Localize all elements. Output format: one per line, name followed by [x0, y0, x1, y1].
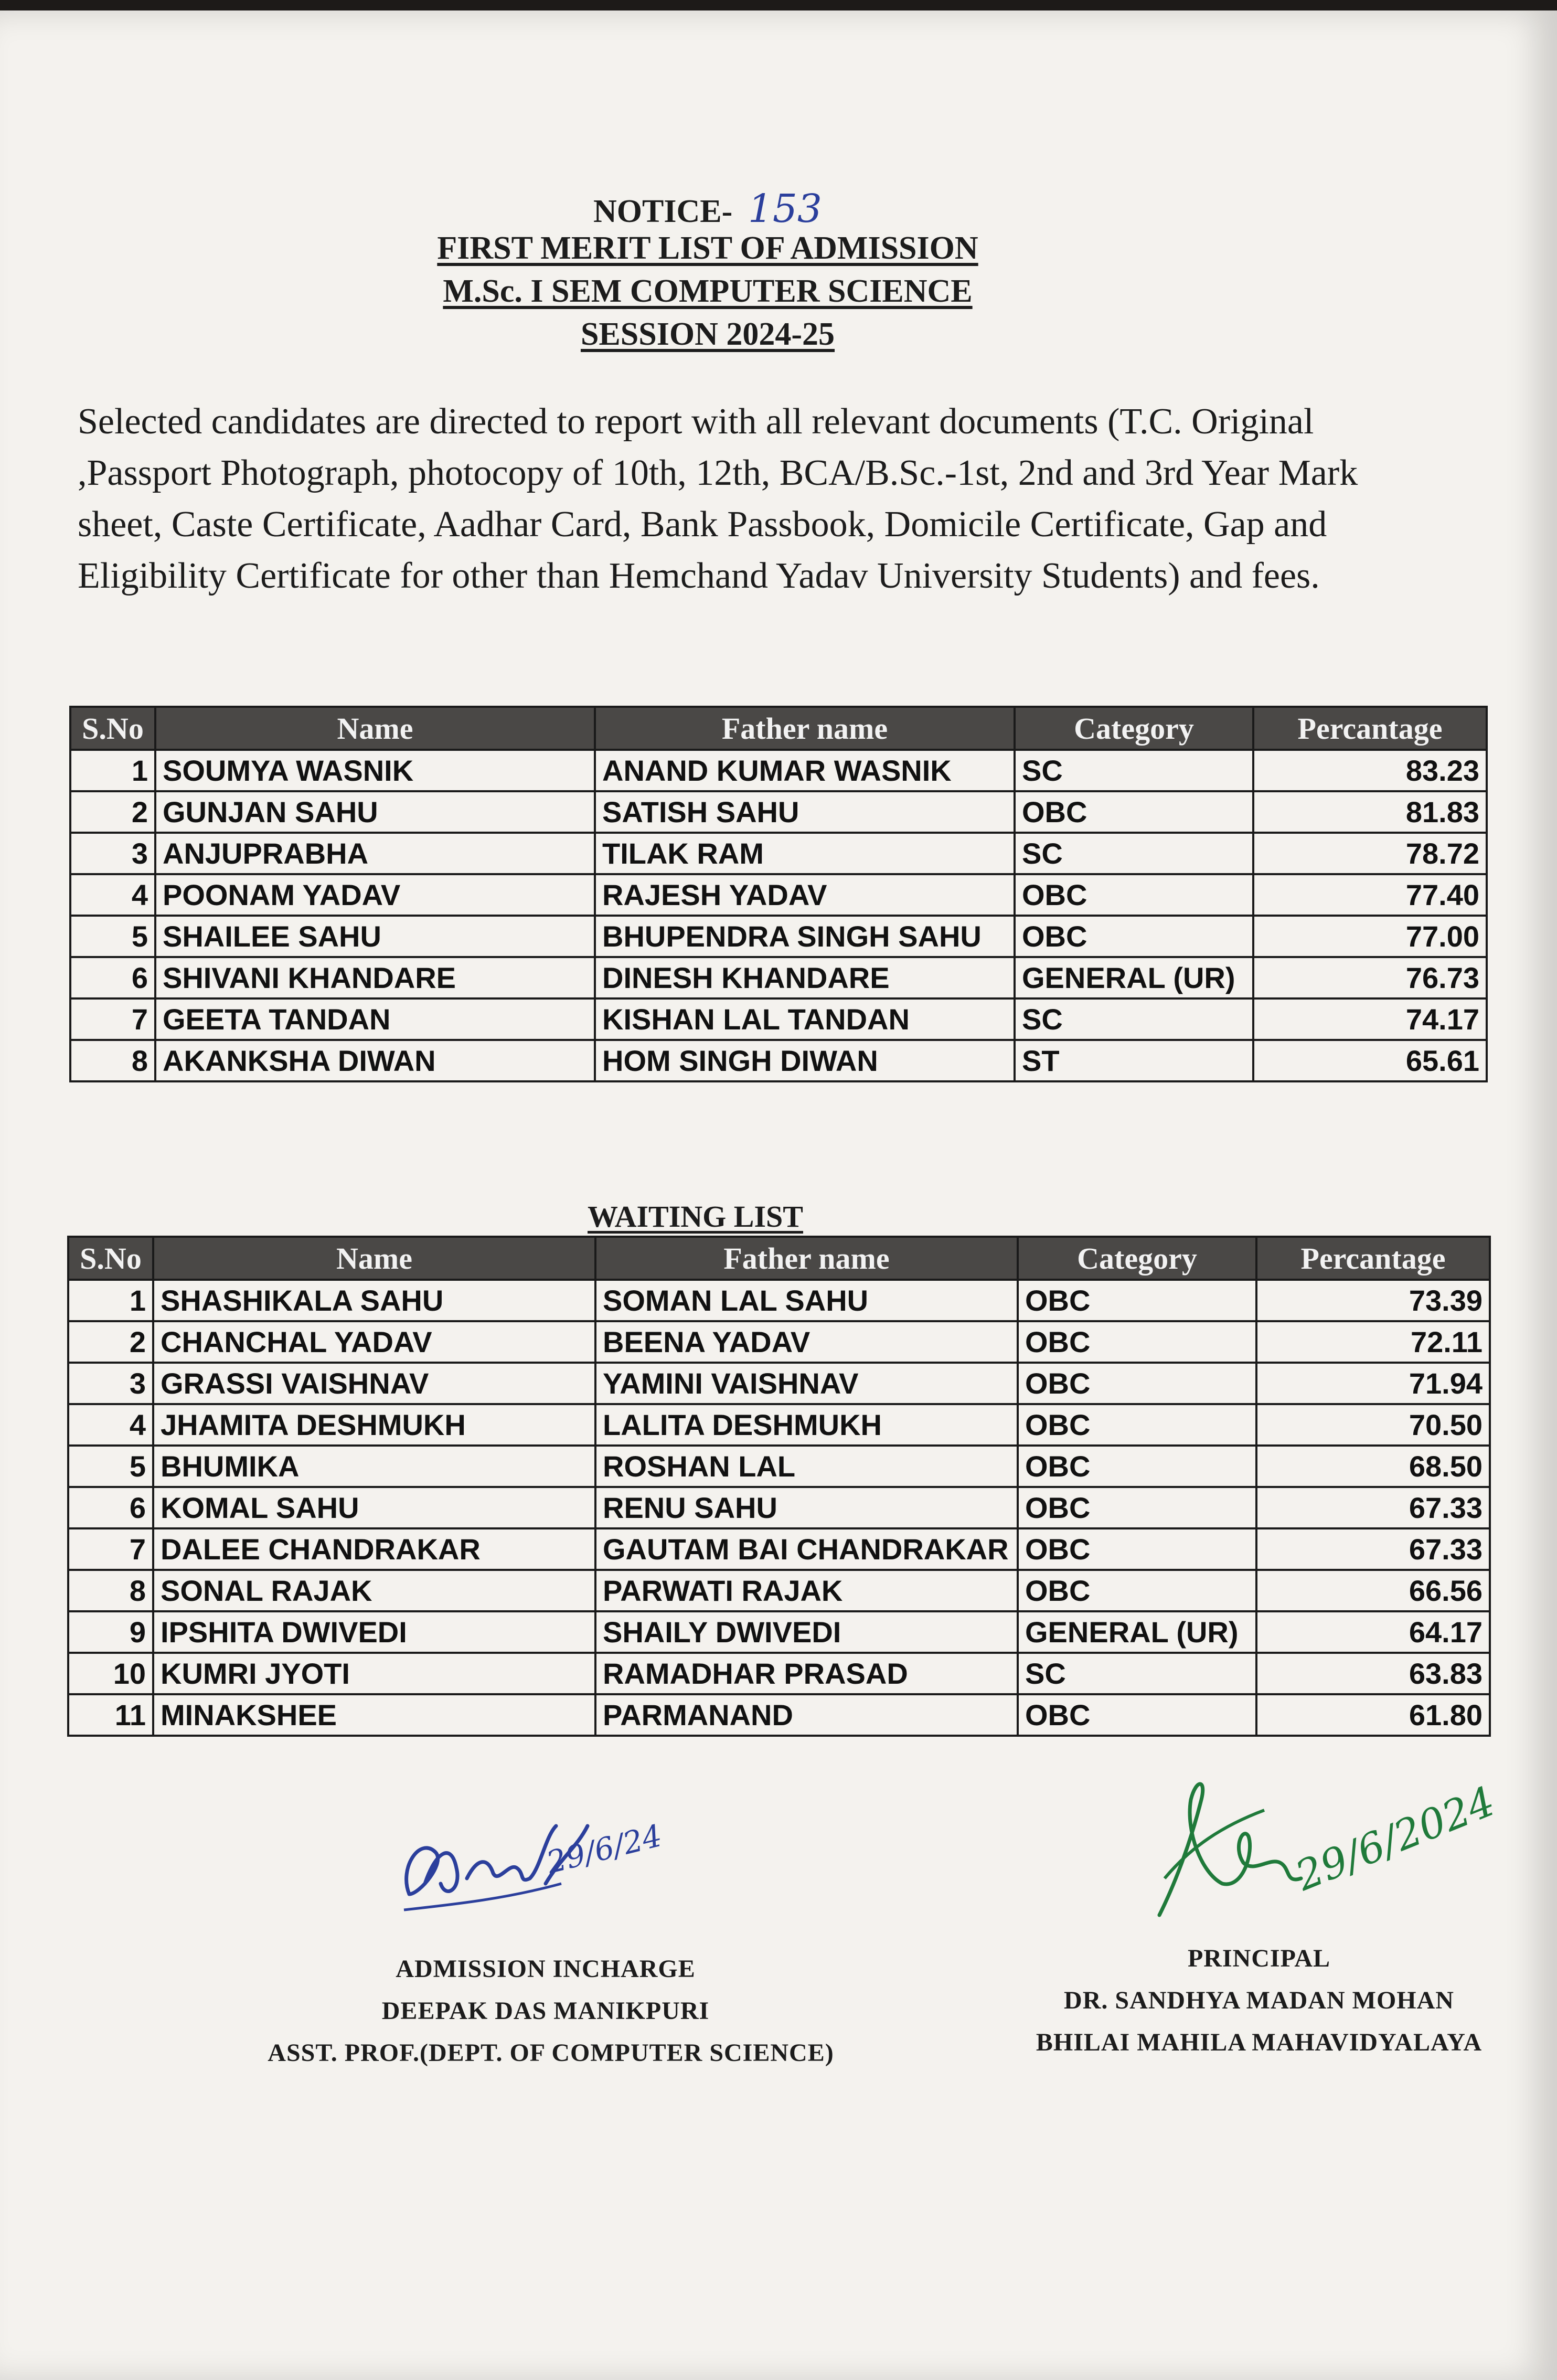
- header-percentage: Percantage: [1256, 1237, 1490, 1280]
- category-cell: OBC: [1018, 1694, 1256, 1736]
- name-cell: GRASSI VAISHNAV: [153, 1363, 595, 1404]
- category-cell: OBC: [1018, 1404, 1256, 1446]
- admission-incharge-dept: ASST. PROF.(DEPT. OF COMPUTER SCIENCE): [268, 2039, 834, 2067]
- name-cell: SHAILEE SAHU: [155, 916, 595, 957]
- waiting-table-body: [68, 1280, 1490, 1736]
- category-cell: GENERAL (UR): [1015, 957, 1253, 998]
- sno-cell: 4: [70, 874, 155, 916]
- percentage-cell: 65.61: [1253, 1040, 1487, 1081]
- name-cell: JHAMITA DESHMUKH: [153, 1404, 595, 1446]
- name-cell: POONAM YADAV: [155, 874, 595, 916]
- header-father-name: Father name: [595, 707, 1015, 750]
- admission-incharge-date: 29/6/24: [543, 1817, 666, 1881]
- instructions-paragraph: Selected candidates are directed to report with all relevant documents (T.C. Original ,Passport Photograph, photocopy of 10th, 12th, BCA/B.Sc.-1st, 2nd and 3rd Year Mark sheet, Caste Certificate, Aadhar Card, Bank Passbook, Domicile Certificate, Gap and Eligibility Certificate for other than Hemchand Yadav University Students) and fees.: [78, 401, 1358, 596]
- percentage-cell: 73.39: [1256, 1280, 1490, 1321]
- sno-cell: 4: [68, 1404, 153, 1446]
- sno-cell: 3: [68, 1363, 153, 1404]
- waiting-table-row: [68, 1446, 1490, 1487]
- merit-table-body: [70, 750, 1487, 1081]
- merit-table-row: [70, 957, 1487, 998]
- sno-cell: 1: [70, 750, 155, 791]
- name-cell: SHASHIKALA SAHU: [153, 1280, 595, 1321]
- waiting-table-row: [68, 1321, 1490, 1363]
- principal-title: PRINCIPAL: [1187, 1945, 1331, 1972]
- merit-list-table: [69, 706, 1488, 1082]
- father-name-cell: PARWATI RAJAK: [595, 1570, 1018, 1611]
- percentage-cell: 77.00: [1253, 916, 1487, 957]
- name-cell: GUNJAN SAHU: [155, 791, 595, 833]
- name-cell: ANJUPRABHA: [155, 833, 595, 874]
- category-cell: OBC: [1018, 1570, 1256, 1611]
- percentage-cell: 63.83: [1256, 1653, 1490, 1694]
- father-name-cell: RAJESH YADAV: [595, 874, 1015, 916]
- percentage-cell: 78.72: [1253, 833, 1487, 874]
- session-title: SESSION 2024-25: [580, 316, 835, 352]
- percentage-cell: 64.17: [1256, 1611, 1490, 1653]
- father-name-cell: YAMINI VAISHNAV: [595, 1363, 1018, 1404]
- father-name-cell: DINESH KHANDARE: [595, 957, 1015, 998]
- sno-cell: 5: [68, 1446, 153, 1487]
- category-cell: OBC: [1018, 1321, 1256, 1363]
- category-cell: OBC: [1015, 916, 1253, 957]
- percentage-cell: 70.50: [1256, 1404, 1490, 1446]
- name-cell: DALEE CHANDRAKAR: [153, 1528, 595, 1570]
- name-cell: KOMAL SAHU: [153, 1487, 595, 1528]
- name-cell: SONAL RAJAK: [153, 1570, 595, 1611]
- category-cell: SC: [1015, 833, 1253, 874]
- father-name-cell: LALITA DESHMUKH: [595, 1404, 1018, 1446]
- percentage-cell: 83.23: [1253, 750, 1487, 791]
- name-cell: AKANKSHA DIWAN: [155, 1040, 595, 1081]
- category-cell: OBC: [1015, 791, 1253, 833]
- father-name-cell: TILAK RAM: [595, 833, 1015, 874]
- header-sno: S.No: [70, 707, 155, 750]
- name-cell: GEETA TANDAN: [155, 998, 595, 1040]
- name-cell: KUMRI JYOTI: [153, 1653, 595, 1694]
- notice-number: 153: [748, 186, 822, 231]
- father-name-cell: RAMADHAR PRASAD: [595, 1653, 1018, 1694]
- waiting-table-row: [68, 1694, 1490, 1736]
- header-category: Category: [1018, 1237, 1256, 1280]
- principal-signature-date: 29/6/2024: [1289, 1778, 1502, 1900]
- percentage-cell: 66.56: [1256, 1570, 1490, 1611]
- merit-table-row: [70, 791, 1487, 833]
- sno-cell: 10: [68, 1653, 153, 1694]
- father-name-cell: SOMAN LAL SAHU: [595, 1280, 1018, 1321]
- header-name: Name: [155, 707, 595, 750]
- sno-cell: 6: [70, 957, 155, 998]
- waiting-table-row: [68, 1487, 1490, 1528]
- father-name-cell: BEENA YADAV: [595, 1321, 1018, 1363]
- merit-table-header-row: [70, 707, 1487, 750]
- sno-cell: 6: [68, 1487, 153, 1528]
- sno-cell: 1: [68, 1280, 153, 1321]
- header-name: Name: [153, 1237, 595, 1280]
- percentage-cell: 68.50: [1256, 1446, 1490, 1487]
- merit-list-title: FIRST MERIT LIST OF ADMISSION: [437, 230, 978, 266]
- notice-heading: [0, 186, 1415, 231]
- father-name-cell: PARMANAND: [595, 1694, 1018, 1736]
- category-cell: ST: [1015, 1040, 1253, 1081]
- waiting-table-header-row: [68, 1237, 1490, 1280]
- father-name-cell: ROSHAN LAL: [595, 1446, 1018, 1487]
- category-cell: SC: [1015, 998, 1253, 1040]
- percentage-cell: 67.33: [1256, 1487, 1490, 1528]
- category-cell: SC: [1015, 750, 1253, 791]
- waiting-table-row: [68, 1280, 1490, 1321]
- merit-table-row: [70, 916, 1487, 957]
- sno-cell: 8: [68, 1570, 153, 1611]
- category-cell: OBC: [1018, 1528, 1256, 1570]
- category-cell: OBC: [1018, 1446, 1256, 1487]
- father-name-cell: SHAILY DWIVEDI: [595, 1611, 1018, 1653]
- sno-cell: 2: [68, 1321, 153, 1363]
- percentage-cell: 76.73: [1253, 957, 1487, 998]
- header-sno: S.No: [68, 1237, 153, 1280]
- admission-incharge-title: ADMISSION INCHARGE: [396, 1955, 696, 1983]
- waiting-list-title: WAITING LIST: [588, 1199, 803, 1234]
- category-cell: GENERAL (UR): [1018, 1611, 1256, 1653]
- sno-cell: 11: [68, 1694, 153, 1736]
- merit-table-row: [70, 998, 1487, 1040]
- sno-cell: 7: [70, 998, 155, 1040]
- percentage-cell: 74.17: [1253, 998, 1487, 1040]
- merit-table-row: [70, 874, 1487, 916]
- waiting-table-row: [68, 1528, 1490, 1570]
- father-name-cell: RENU SAHU: [595, 1487, 1018, 1528]
- sno-cell: 8: [70, 1040, 155, 1081]
- father-name-cell: SATISH SAHU: [595, 791, 1015, 833]
- merit-table-row: [70, 750, 1487, 791]
- percentage-cell: 61.80: [1256, 1694, 1490, 1736]
- notice-label: NOTICE-: [593, 194, 733, 229]
- name-cell: MINAKSHEE: [153, 1694, 595, 1736]
- college-name: BHILAI MAHILA MAHAVIDYALAYA: [1036, 2028, 1483, 2056]
- sno-cell: 7: [68, 1528, 153, 1570]
- father-name-cell: BHUPENDRA SINGH SAHU: [595, 916, 1015, 957]
- admission-incharge-name: DEEPAK DAS MANIKPURI: [381, 1997, 710, 2025]
- category-cell: OBC: [1018, 1363, 1256, 1404]
- header-category: Category: [1015, 707, 1253, 750]
- category-cell: OBC: [1018, 1487, 1256, 1528]
- header-percentage: Percantage: [1253, 707, 1487, 750]
- percentage-cell: 77.40: [1253, 874, 1487, 916]
- waiting-table-row: [68, 1570, 1490, 1611]
- name-cell: CHANCHAL YADAV: [153, 1321, 595, 1363]
- category-cell: OBC: [1015, 874, 1253, 916]
- notice-page: [0, 10, 1557, 2380]
- sno-cell: 2: [70, 791, 155, 833]
- percentage-cell: 81.83: [1253, 791, 1487, 833]
- sno-cell: 3: [70, 833, 155, 874]
- waiting-table-row: [68, 1404, 1490, 1446]
- name-cell: BHUMIKA: [153, 1446, 595, 1487]
- name-cell: SOUMYA WASNIK: [155, 750, 595, 791]
- category-cell: SC: [1018, 1653, 1256, 1694]
- waiting-table-row: [68, 1363, 1490, 1404]
- waiting-table-row: [68, 1653, 1490, 1694]
- merit-table-row: [70, 1040, 1487, 1081]
- waiting-list-table: [67, 1236, 1491, 1737]
- course-title: M.Sc. I SEM COMPUTER SCIENCE: [443, 273, 973, 309]
- header-father-name: Father name: [595, 1237, 1018, 1280]
- father-name-cell: ANAND KUMAR WASNIK: [595, 750, 1015, 791]
- percentage-cell: 67.33: [1256, 1528, 1490, 1570]
- name-cell: IPSHITA DWIVEDI: [153, 1611, 595, 1653]
- father-name-cell: GAUTAM BAI CHANDRAKAR: [595, 1528, 1018, 1570]
- father-name-cell: HOM SINGH DIWAN: [595, 1040, 1015, 1081]
- sno-cell: 5: [70, 916, 155, 957]
- father-name-cell: KISHAN LAL TANDAN: [595, 998, 1015, 1040]
- merit-table-row: [70, 833, 1487, 874]
- principal-name: DR. SANDHYA MADAN MOHAN: [1064, 1986, 1454, 2014]
- category-cell: OBC: [1018, 1280, 1256, 1321]
- percentage-cell: 71.94: [1256, 1363, 1490, 1404]
- waiting-table-row: [68, 1611, 1490, 1653]
- name-cell: SHIVANI KHANDARE: [155, 957, 595, 998]
- sno-cell: 9: [68, 1611, 153, 1653]
- percentage-cell: 72.11: [1256, 1321, 1490, 1363]
